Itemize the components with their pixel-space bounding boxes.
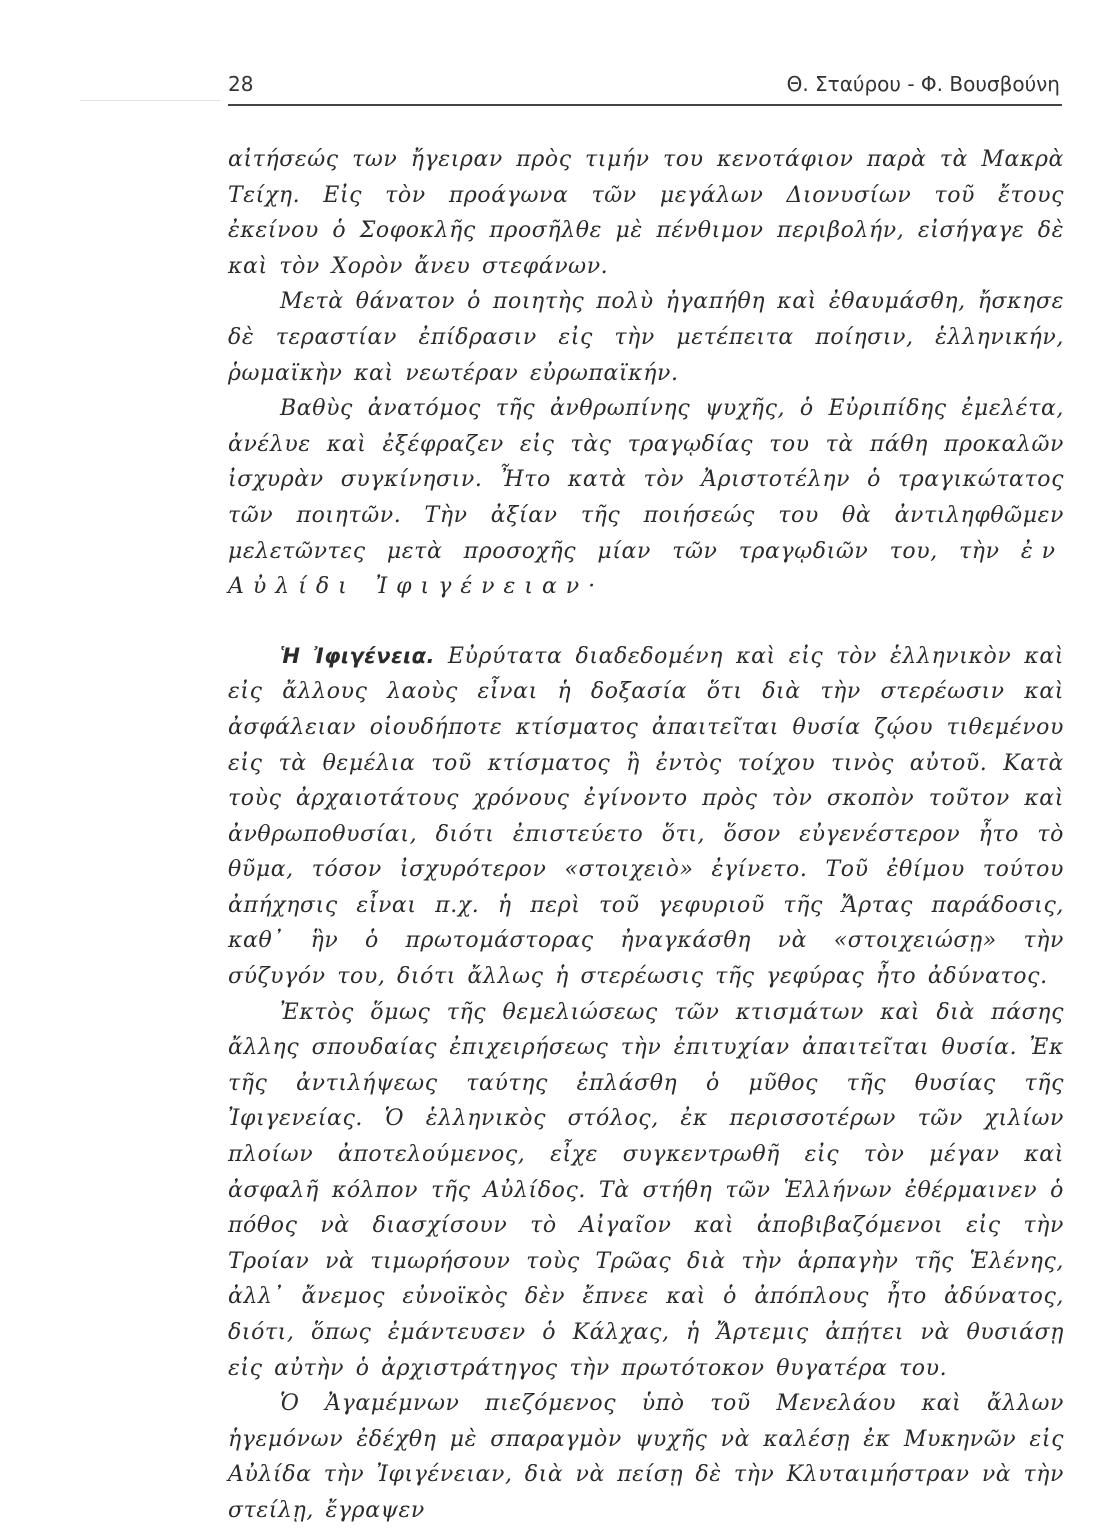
paragraph: Ἐκτὸς ὅμως τῆς θεμελιώσεως τῶν κτισμάτων καὶ διὰ πάσης ἄλλης σπουδαίας ἐπιχειρήσεως τὴν ἐπιτυχίαν ἀπαιτεῖται θυσία. Ἐκ τῆς ἀντιλήψεως ταύτης ἐπλάσθη ὁ μῦθος τῆς θυσίας τῆς Ἰφιγενείας. Ὁ ἑλληνικὸς στόλος, ἐκ περισσοτέρων τῶν χιλίων πλοίων ἀποτελούμενος, εἶχε συγκεντρωθῆ εἰς τὸν μέγαν καὶ ἀσφαλῆ κόλπον τῆς Αὐλίδος. Τὰ στήθη τῶν Ἑλλήνων ἐθέρμαινεν ὁ πόθος νὰ διασχίσουν τὸ Αἰγαῖον καὶ ἀποβιβαζόμενοι εἰς τὴν Τροίαν νὰ τιμωρήσουν τοὺς Τρῶας διὰ τὴν ἁρπαγὴν τῆς Ἑλένης, ἀλλ᾿ ἄνεμος εὐνοϊκὸς δὲν ἔπνεε καὶ ὁ ἀπόπλους ἦτο ἀδύνατος, διότι, ὅπως ἐμάντευσεν ὁ Κάλχας, ἡ Ἄρτεμις ἀπῄτει νὰ θυσιάσῃ εἰς αὐτὴν ὁ ἀρχιστράτηγος τὴν πρωτότοκον θυγατέρα του. (228, 999, 1064, 1381)
section-heading: Ἡ Ἰφιγένεια. (280, 643, 435, 668)
play-title: ἐν Αὐλίδι Ἰφιγένειαν· (228, 538, 1064, 600)
header-rule (228, 104, 1062, 106)
section-paragraph (228, 639, 1064, 995)
paragraph: Ὁ Ἀγαμέμνων πιεζόμενος ὑπὸ τοῦ Μενελάου καὶ ἄλλων ἡγεμόνων ἐδέχθη μὲ σπαραγμὸν ψυχῆς νὰ καλέσῃ ἐκ Μυκηνῶν εἰς Αὐλίδα τὴν Ἰφιγένειαν, διὰ νὰ πείσῃ δὲ τὴν Κλυταιμήστραν νὰ τὴν στείλῃ, ἔγραψεν (228, 1391, 1064, 1523)
paragraph-text: Βαθὺς ἀνατόμος τῆς ἀνθρωπίνης ψυχῆς, ὁ Εὐριπίδης ἐμελέτα, ἀνέλυε καὶ ἐξέφραζεν εἰς τὰς τραγῳδίας του τὰ πάθη προκαλῶν ἰσχυρὰν συγκίνησιν. Ἦτο κατὰ τὸν Ἀριστοτέλην ὁ τραγικώτατος τῶν ποιητῶν. Τὴν ἀξίαν τῆς ποιήσεώς του θὰ ἀντιληφθῶμεν μελετῶντες μετὰ προσοχῆς μίαν τῶν τραγῳδιῶν του, τὴν (228, 396, 1064, 564)
paragraph-text: Εὐρύτατα διαδεδομένη καὶ εἰς τὸν ἑλληνικὸν καὶ εἰς ἄλλους λαοὺς εἶναι ἡ δοξασία ὅτι διὰ τὴν στερέωσιν καὶ ἀσφάλειαν οἱουδήποτε κτίσματος ἀπαιτεῖται θυσία ζῴου τιθεμένου εἰς τὰ θεμέλια τοῦ κτίσματος ἢ ἐντὸς τοίχου τινὸς αὐτοῦ. Κατὰ τοὺς ἀρχαιοτάτους χρόνους ἐγίνοντο πρὸς τὸν σκοπὸν τοῦτον καὶ ἀνθρωποθυσίαι, διότι ἐπιστεύετο ὅτι, ὅσον εὐγενέστερον ἦτο τὸ θῦμα, τόσον ἰσχυρότερον «στοιχειὸ» ἐγίνετο. Τοῦ ἐθίμου τούτου ἀπήχησις εἶναι π.χ. ἡ περὶ τοῦ γεφυριοῦ τῆς Ἄρτας παράδοσις, καθ᾿ ἣν ὁ πρωτομάστορας ἠναγκάσθη νὰ «στοιχειώσῃ» τὴν σύζυγόν του, διότι ἄλλως ἡ στερέωσις τῆς γεφύρας ἦτο ἀδύνατος. (228, 643, 1065, 990)
page-number: 28 (228, 72, 254, 96)
paragraph (228, 391, 1064, 605)
page-header (228, 72, 1060, 104)
paragraph: αἰτήσεώς των ἤγειραν πρὸς τιμήν του κενοτάφιον παρὰ τὰ Μακρὰ Τείχη. Εἰς τὸν προάγωνα τῶν μεγάλων Διονυσίων τοῦ ἔτους ἐκείνου ὁ Σοφοκλῆς προσῆλθε μὲ πένθιμον περιβολήν, εἰσήγαγε δὲ καὶ τὸν Χορὸν ἄνευ στεφάνων. (228, 147, 1064, 279)
bleed-through-line (80, 100, 220, 101)
body-text (228, 142, 1064, 1529)
paragraph: Μετὰ θάνατον ὁ ποιητὴς πολὺ ἠγαπήθη καὶ ἐθαυμάσθη, ἤσκησε δὲ τεραστίαν ἐπίδρασιν εἰς τὴν μετέπειτα ποίησιν, ἑλληνικήν, ῥωμαϊκὴν καὶ νεωτέραν εὐρωπαϊκήν. (228, 289, 1064, 386)
running-title: Θ. Σταύρου - Φ. Βουσβούνη (786, 72, 1060, 96)
